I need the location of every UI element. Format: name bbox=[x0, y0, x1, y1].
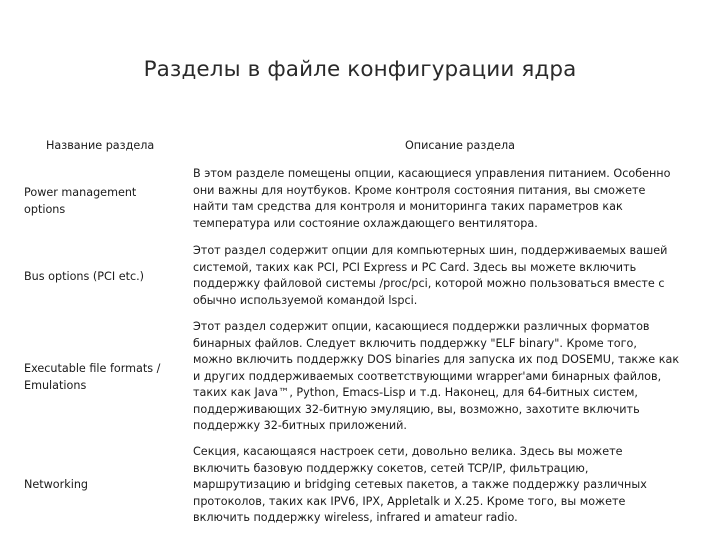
section-name: Networking bbox=[24, 478, 89, 491]
section-name: Power management options bbox=[24, 186, 137, 216]
table-row bbox=[0, 444, 720, 530]
slide-title: Разделы в файле конфигурации ядра bbox=[143, 57, 577, 82]
section-name: Executable file formats / Emulations bbox=[24, 362, 161, 392]
table-row bbox=[0, 243, 720, 313]
column-header-description: Описание раздела bbox=[405, 139, 515, 152]
section-description: Секция, касающаяся настроек сети, довольно велика. Здесь вы можете включить базовую поддержку сокетов, сетей TCP/IP, фильтрацию, маршрутизацию и bridging сетевых пакетов, а также поддержку различных протоколов, таких как IPV6, IPX, Appletalk и X.25. Кроме того, вы можете включить поддержку wireless, infrared и amateur radio. bbox=[193, 445, 647, 524]
table-row bbox=[0, 319, 720, 437]
section-description: Этот раздел содержит опции, касающиеся поддержки различных форматов бинарных файлов. Следует включить поддержку "ELF binary". Кроме того, можно включить поддержку DOS binaries для запуска их под DOSEMU, также как и других поддерживаемых соответствующими wrapper'ами бинарных файлов, таких как Java™, Python, Emacs-Lisp и т.д. Наконец, для 64-битных систем, поддерживающих 32-битную эмуляцию, вы, возможно, захотите включить поддержку 32-битных приложений. bbox=[193, 320, 680, 432]
section-description: Этот раздел содержит опции для компьютерных шин, поддерживаемых вашей системой, таких как PCI, PCI Express и PC Card. Здесь вы можете включить поддержку файловой системы /proc/pci, которой можно пользоваться вместе с обычно используемой командой lspci. bbox=[193, 244, 668, 307]
table-row bbox=[0, 166, 720, 236]
section-description: В этом разделе помещены опции, касающиеся управления питанием. Особенно они важны для ноутбуков. Кроме контроля состояния питания, вы сможете найти там средства для контроля и мониторинга таких параметров как температура или состояние охлаждающего вентилятора. bbox=[193, 167, 671, 230]
section-name: Bus options (PCI etc.) bbox=[24, 270, 145, 283]
column-header-name: Название раздела bbox=[46, 139, 155, 152]
